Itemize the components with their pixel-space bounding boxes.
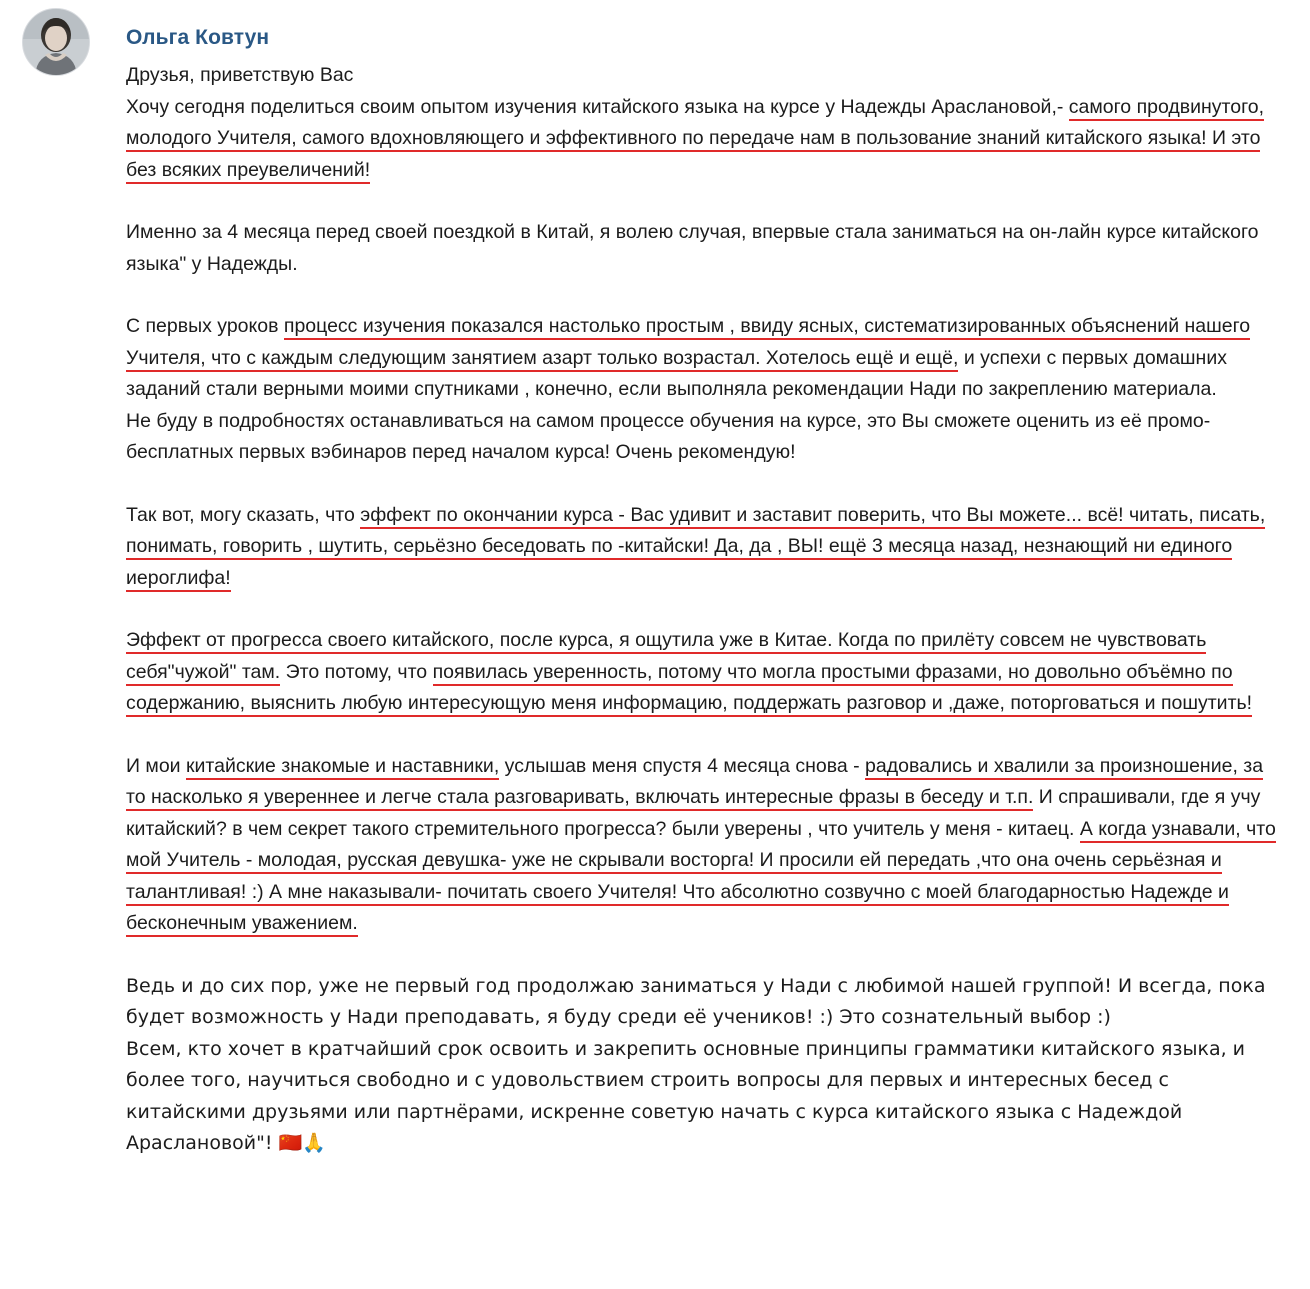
avatar[interactable] <box>22 8 90 76</box>
text-underlined: А когда узнавали, что мой Учитель - молодая, русская девушка- уже не скрывали восторга! И просили ей передать ,что она очень серьёзная и талантливая! :) А мне наказывали- почитать своего Учителя! Что абсолютно созвучно с моей благодарностью Надежде и бесконечным уважением. <box>126 818 1276 938</box>
text-plain: И мои <box>126 754 186 777</box>
text-plain: И спрашивали, где я учу китайский? в чем секрет такого стремительного прогресса? были уверены , что учитель у меня - китаец. <box>126 786 1261 840</box>
post-body <box>126 60 1280 1160</box>
text-underlined: китайские знакомые и наставники, <box>186 755 499 780</box>
post-author-link[interactable]: Ольга Ковтун <box>126 26 270 49</box>
post-paragraph-3 <box>126 311 1280 469</box>
text-underlined: эффект по окончании курса - Вас удивит и заставит поверить, что Вы можете... всё! читать, писать, понимать, говорить , шутить, серьёзно беседовать по -китайски! Да, да , ВЫ! ещё 3 месяца назад, незнающий ни единого иероглифа! <box>126 504 1265 592</box>
text-plain: услышав меня спустя 4 месяца снова - <box>499 754 866 777</box>
text-plain: Ведь и до сих пор, уже не первый год продолжаю заниматься у Нади с любимой нашей группой! И всегда, пока будет возможность у Нади преподавать, я буду среди её учеников! :) Это сознательный выбор :) Всем, кто хочет в кратчайший срок освоить и закрепить основные принципы грамматики китайского языка, и более того, научиться свободно и с удовольствием строить вопросы для первых и интересных бесед с китайскими друзьями или партнёрами, искренне советую начать с курса китайского языка с Надеждой Араслановой"! 🇨🇳🙏 <box>126 974 1266 1154</box>
post-content <box>126 24 1280 1160</box>
text-underlined: самого продвинутого, молодого Учителя, самого вдохновляющего и эффективного по передаче нам в пользование знаний китайского языка! И это без всяких преувеличений! <box>126 96 1264 184</box>
text-underlined: процесс изучения показался настолько простым , ввиду ясных, систематизированных объяснений нашего Учителя, что с каждым следующим занятием азарт только возрастал. Хотелось ещё и ещё, <box>126 315 1250 372</box>
text-plain: Так вот, могу сказать, что <box>126 503 361 526</box>
text-plain: Это потому, что <box>280 660 433 683</box>
text-plain: и успехи с первых домашних заданий стали верными моими спутниками , конечно, если выполняла рекомендации Нади по закреплению материала. Не буду в подробностях останавливаться на самом процессе обучения на курсе, это Вы сможете оценить из её промо-бесплатных первых вэбинаров перед началом курса! Очень рекомендую! <box>126 346 1227 463</box>
post-paragraph-2 <box>126 217 1280 280</box>
post-paragraph-5 <box>126 625 1280 720</box>
text-underlined: появилась уверенность, потому что могла простыми фразами, но довольно объёмно по содержанию, выяснить любую интересующую меня информацию, поддержать разговор и ,даже, поторговаться и пошутить! <box>126 661 1252 718</box>
text-underlined: Эффект от прогресса своего китайского, после курса, я ощутила уже в Китае. Когда по прилёту совсем не чувствовать себя"чужой" там. <box>126 629 1206 686</box>
post-paragraph-4 <box>126 500 1280 595</box>
post-paragraph-1 <box>126 60 1280 186</box>
text-underlined: радовались и хвалили за произношение, за то насколько я увереннее и легче стала разговаривать, включать интересные фразы в беседу и т.п. <box>126 755 1263 812</box>
text-plain: Именно за 4 месяца перед своей поездкой в Китай, я волею случая, впервые стала заниматься на он-лайн курсе китайского языка" у Надежды. <box>126 221 1259 275</box>
text-plain: Друзья, приветствую Вас Хочу сегодня поделиться своим опытом изучения китайского языка на курсе у Надежды Араслановой,- <box>126 64 1069 118</box>
text-plain: С первых уроков <box>126 315 284 337</box>
post-paragraph-7 <box>126 971 1280 1160</box>
post-paragraph-6 <box>126 751 1280 940</box>
